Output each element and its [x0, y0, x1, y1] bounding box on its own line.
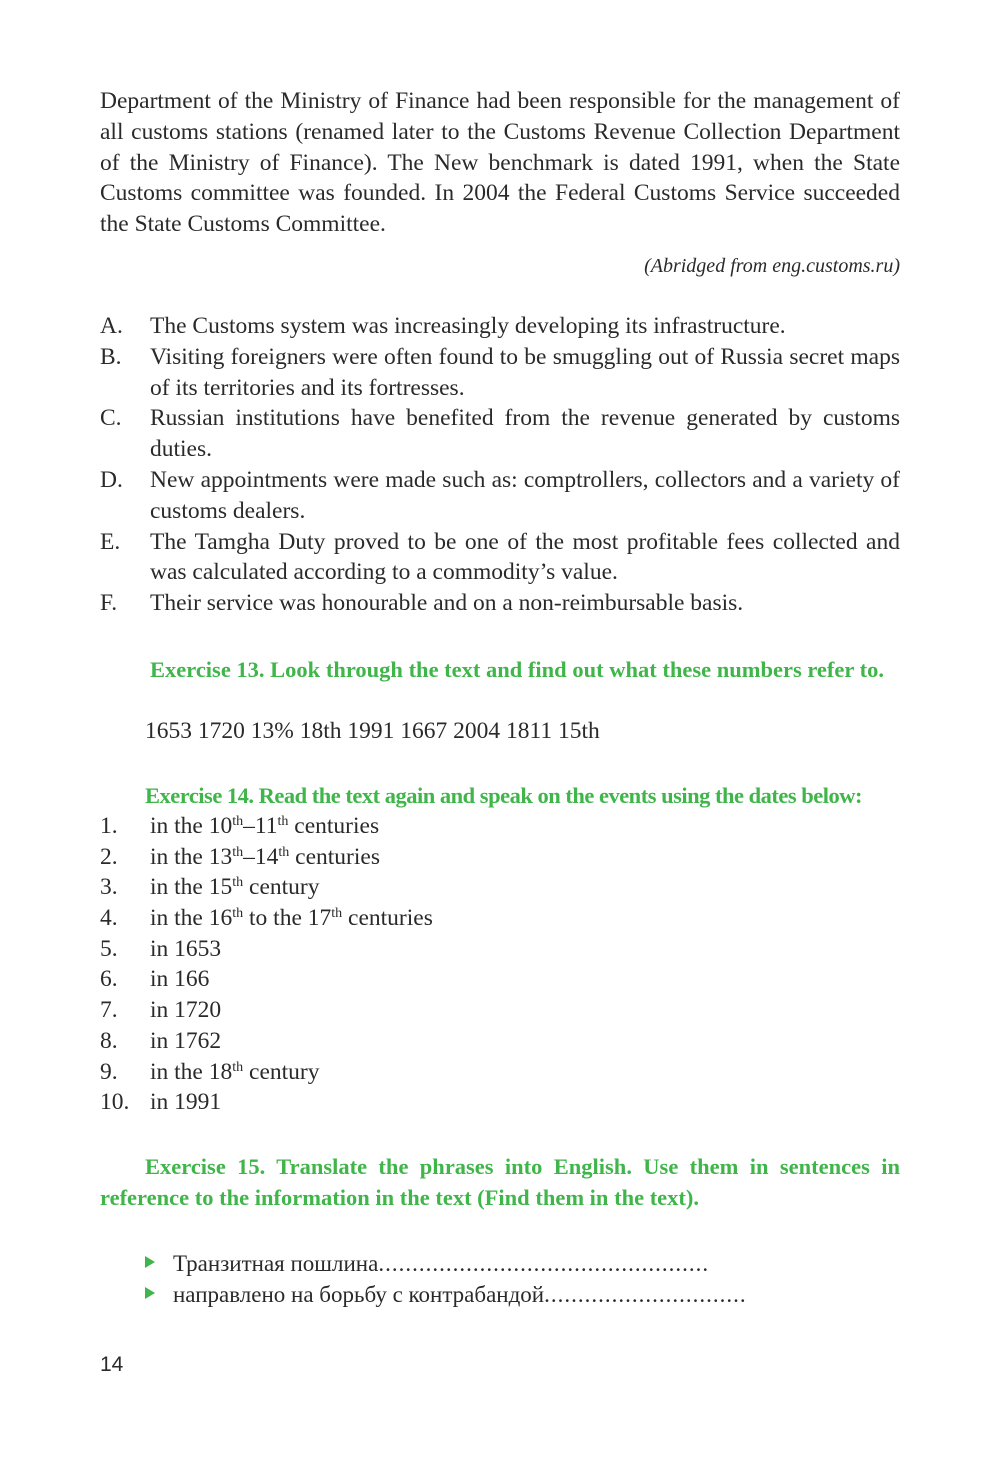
exercise-14-date-list — [100, 811, 900, 1118]
exercise-13-heading: Exercise 13. Look through the text and find out what these numbers refer to. — [150, 656, 884, 682]
option-text: The Tamgha Duty proved to be one of the most profitable fees collected and was calculated according to a commodity’s value. — [150, 528, 900, 586]
date-text: in 1762 — [150, 1027, 222, 1054]
date-number: 5. — [100, 935, 118, 962]
option-text: Visiting foreigners were often found to be smuggling out of Russia secret maps of its territories and its fortresses. — [150, 343, 900, 401]
date-number: 7. — [100, 997, 118, 1024]
intro-paragraph: Department of the Ministry of Finance had been responsible for the management of all customs stations (renamed later to the Customs Revenue Collection Department of the Ministry of Finance). The New benchmark is dated 1991, when the State Customs committee was founded. In 2004 the Federal Customs Service succeeded the State Customs Committee. — [100, 88, 900, 238]
exercise-15-heading: Exercise 15. Translate the phrases into English. Use them in sentences in reference to the information in the text (Find them in the text). — [100, 1153, 900, 1210]
option-letter: E. — [100, 528, 121, 555]
triangle-bullet-icon — [145, 1256, 155, 1268]
date-text: in the 10th–11th centuries — [150, 812, 380, 839]
option-a — [100, 311, 900, 342]
date-text: in the 16th to the 17th centuries — [150, 905, 433, 932]
date-item — [100, 934, 900, 965]
date-number: 6. — [100, 966, 118, 993]
option-e — [100, 527, 900, 589]
fill-in-dots: .............................. — [544, 1281, 747, 1307]
option-letter: B. — [100, 343, 122, 370]
date-text: in 166 — [150, 966, 210, 993]
date-number: 1. — [100, 812, 118, 839]
date-number: 3. — [100, 874, 118, 901]
date-item — [100, 872, 900, 903]
option-letter: C. — [100, 405, 122, 432]
date-item — [100, 964, 900, 995]
exercise-13-numbers: 1653 1720 13% 18th 1991 1667 2004 1811 15th — [145, 717, 600, 744]
option-letter: D. — [100, 466, 123, 493]
option-letter: A. — [100, 312, 123, 339]
phrase-item — [145, 1248, 900, 1279]
page-number: 14 — [100, 1353, 124, 1376]
source-citation: (Abridged from eng.customs.ru) — [644, 254, 900, 277]
date-item — [100, 995, 900, 1026]
date-item — [100, 1026, 900, 1057]
date-text: in 1991 — [150, 1089, 222, 1116]
date-item — [100, 1087, 900, 1118]
exercise-15-phrase-list — [100, 1248, 900, 1310]
phrase-item — [145, 1279, 900, 1310]
option-f — [100, 588, 900, 619]
date-text: in the 13th–14th centuries — [150, 843, 380, 870]
option-text: The Customs system was increasingly developing its infrastructure. — [150, 312, 786, 339]
date-number: 8. — [100, 1027, 118, 1054]
page-content — [100, 86, 900, 1310]
option-text: Their service was honourable and on a non-reimbursable basis. — [150, 590, 744, 617]
date-text: in the 15th century — [150, 874, 320, 901]
date-item — [100, 1057, 900, 1088]
fill-in-dots: ................................................. — [378, 1250, 710, 1276]
date-number: 9. — [100, 1058, 118, 1085]
date-number: 2. — [100, 843, 118, 870]
option-letter: F. — [100, 590, 118, 617]
date-item — [100, 811, 900, 842]
date-number: 10. — [100, 1089, 130, 1116]
phrase-text: направлено на борьбу с контрабандой — [173, 1281, 545, 1307]
date-item — [100, 842, 900, 873]
triangle-bullet-icon — [145, 1287, 155, 1299]
option-text: Russian institutions have benefited from the revenue generated by customs duties. — [150, 405, 900, 463]
date-text: in the 18th century — [150, 1058, 320, 1085]
option-d — [100, 465, 900, 527]
phrase-text: Транзитная пошлина — [173, 1250, 379, 1276]
date-item — [100, 903, 900, 934]
option-text: New appointments were made such as: comptrollers, collectors and a variety of customs dealers. — [150, 466, 900, 524]
option-b — [100, 342, 900, 404]
date-text: in 1720 — [150, 997, 222, 1024]
exercise-14-heading: Exercise 14. Read the text again and speak on the events using the dates below: — [145, 782, 862, 808]
option-c — [100, 403, 900, 465]
statement-options — [100, 311, 900, 619]
date-text: in 1653 — [150, 935, 222, 962]
date-number: 4. — [100, 905, 118, 932]
